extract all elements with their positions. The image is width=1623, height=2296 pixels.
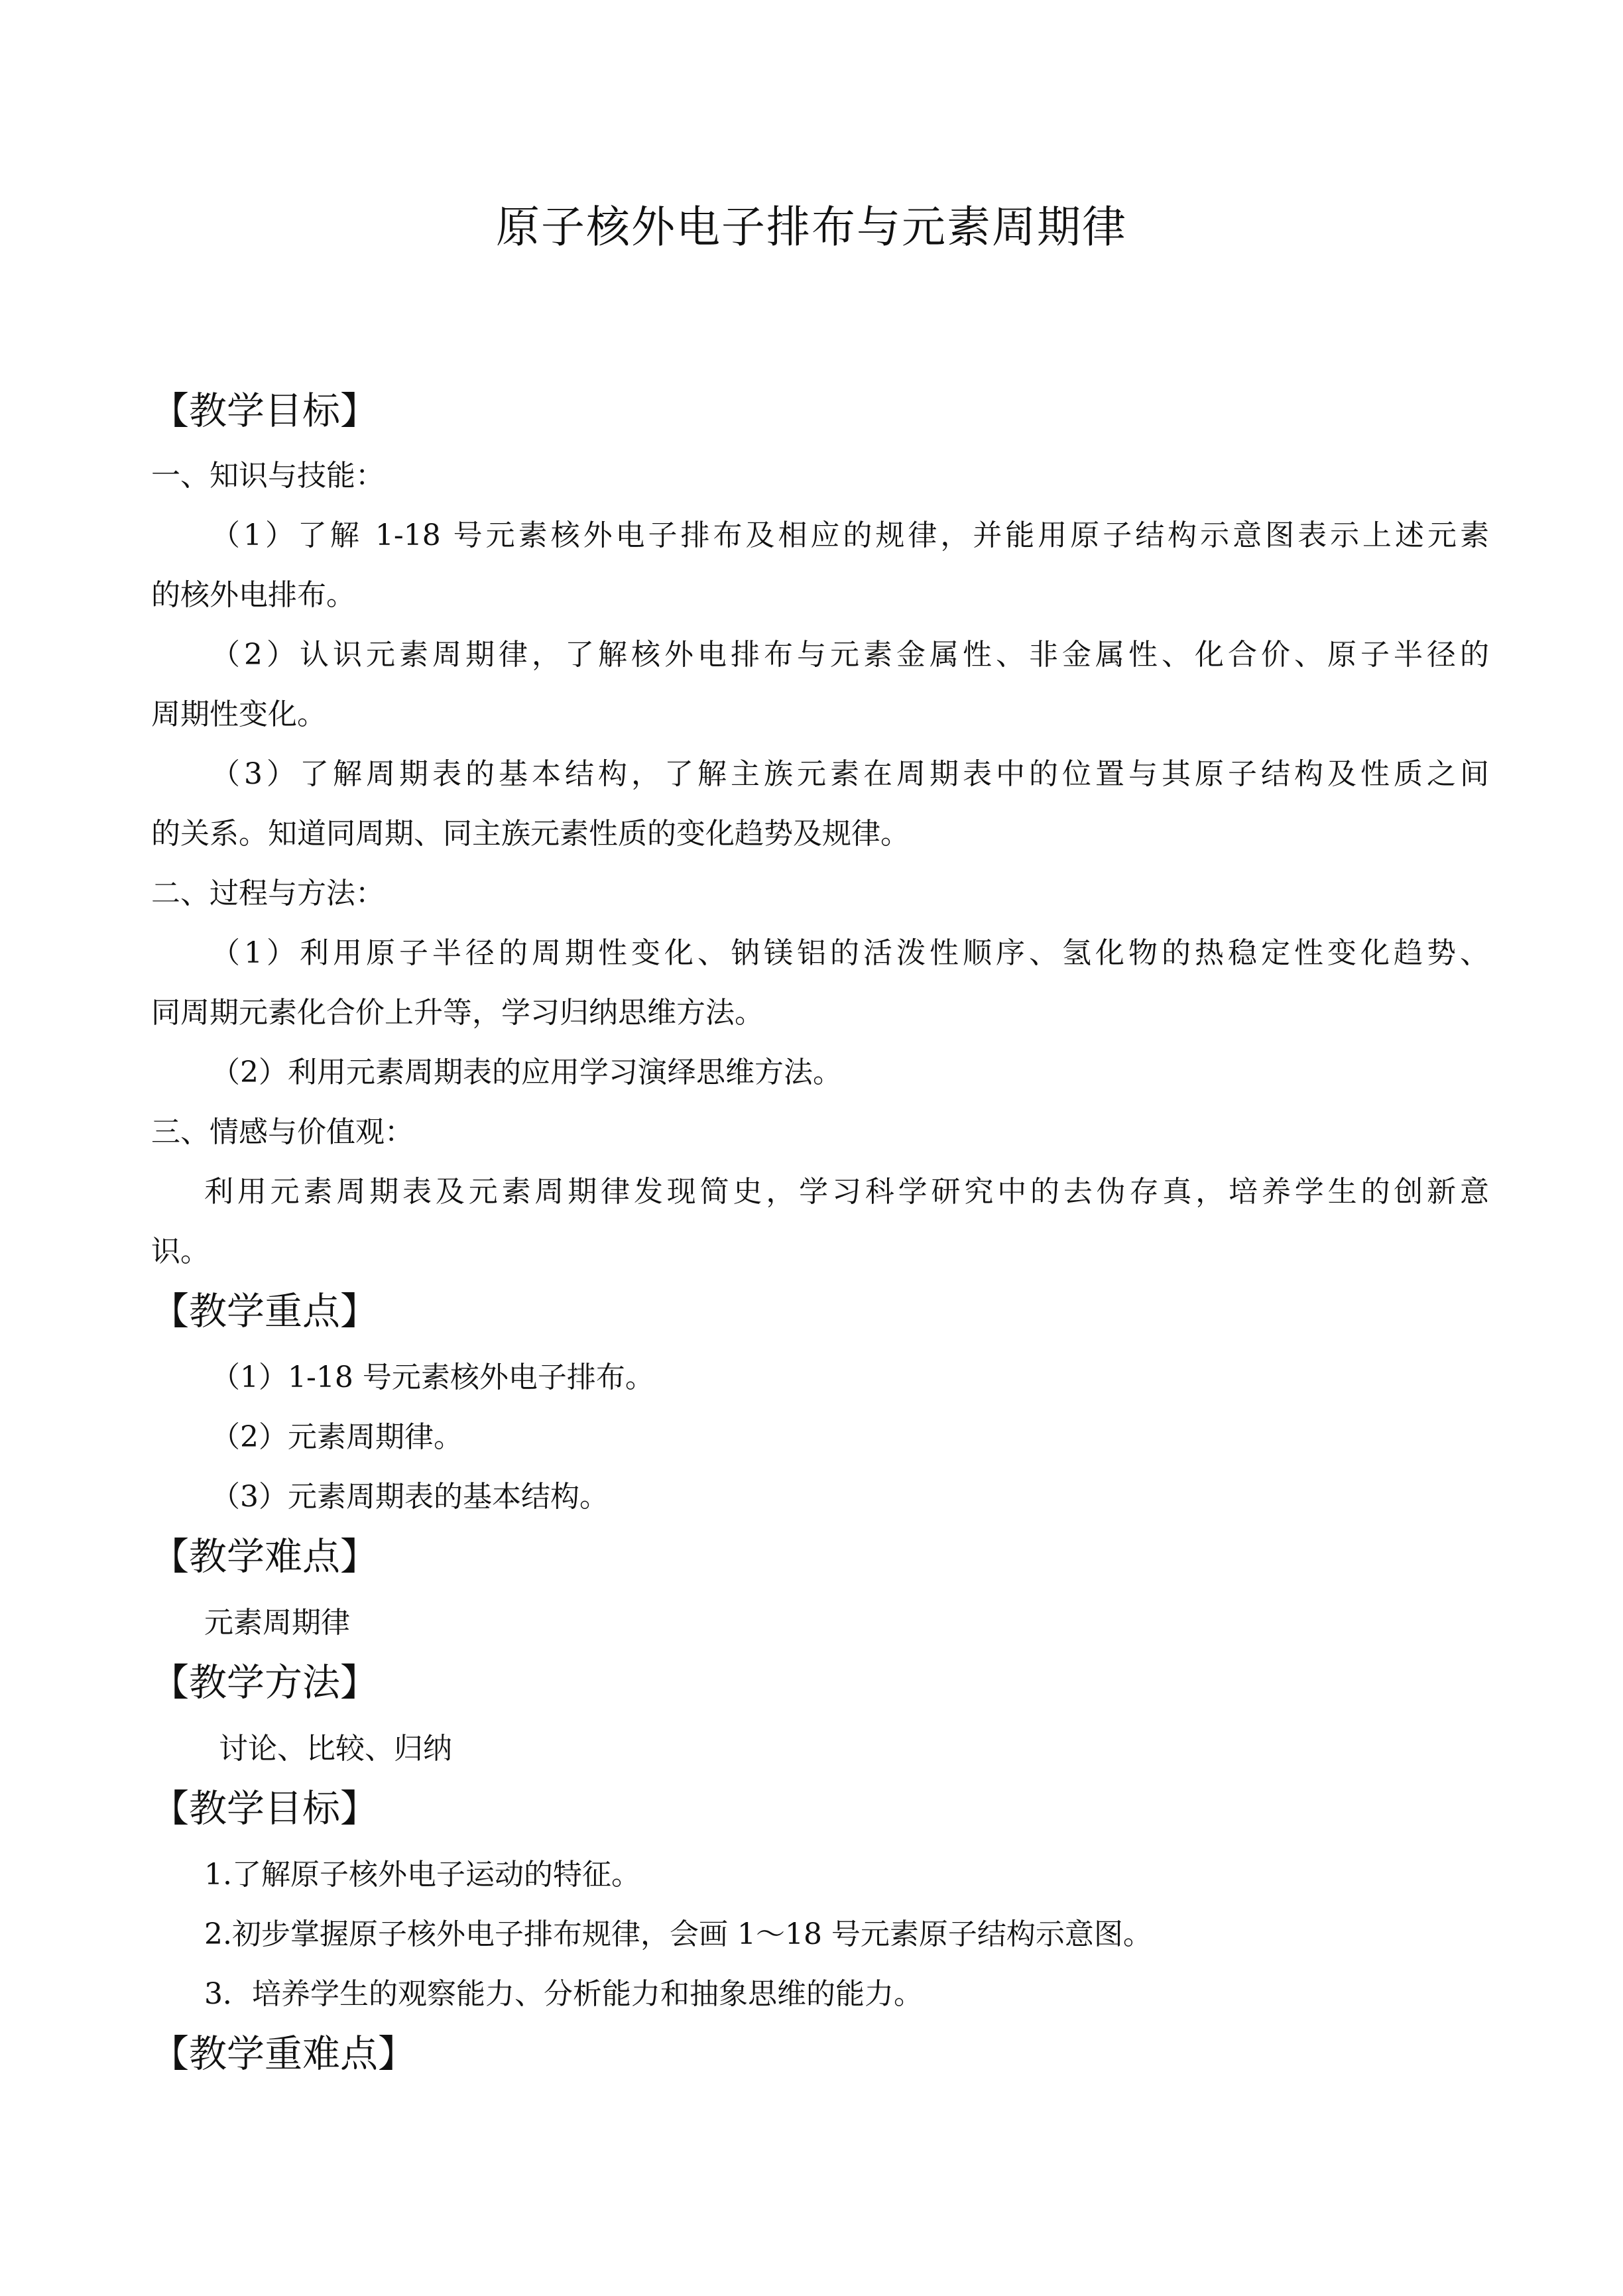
objective-item-line: 识。 <box>151 1235 210 1268</box>
section-heading-teaching-objectives: 【教学目标】 <box>151 389 378 433</box>
page-title: 原子核外电子排布与元素周期律 <box>496 202 1127 253</box>
subheading-process-methods: 二、过程与方法： <box>151 876 385 910</box>
subheading-knowledge-skills: 一、知识与技能： <box>151 459 385 493</box>
objective-item-line: （2）认识元素周期律，了解核外电排布与元素金属性、非金属性、化合价、原子半径的 <box>211 638 1489 672</box>
methods-text: 讨论、比较、归纳 <box>219 1732 452 1766</box>
section-heading-difficulties: 【教学难点】 <box>151 1535 378 1579</box>
section-heading-teaching-objectives-2: 【教学目标】 <box>151 1787 378 1831</box>
objective-item-line: 利用元素周期表及元素周期律发现简史，学习科学研究中的去伪存真，培养学生的创新意 <box>204 1175 1489 1209</box>
objective-list-item: 1.了解原子核外电子运动的特征。 <box>204 1858 640 1892</box>
objective-item-line: （3）了解周期表的基本结构，了解主族元素在周期表中的位置与其原子结构及性质之间 <box>211 757 1489 791</box>
objective-item-line: （1）了解 1-18 号元素核外电子排布及相应的规律，并能用原子结构示意图表示上述元素 <box>211 518 1489 552</box>
section-heading-key-points: 【教学重点】 <box>151 1290 378 1333</box>
objective-list-item: 3．培养学生的观察能力、分析能力和抽象思维的能力。 <box>204 1977 923 2011</box>
section-heading-key-difficult: 【教学重难点】 <box>151 2032 416 2076</box>
key-point-item: （1）1-18 号元素核外电子排布。 <box>211 1360 654 1394</box>
section-heading-methods: 【教学方法】 <box>151 1661 378 1705</box>
objective-item-line: 的核外电排布。 <box>151 578 355 612</box>
objective-list-item: 2.初步掌握原子核外电子排布规律，会画 1～18 号元素原子结构示意图。 <box>204 1917 1152 1951</box>
objective-item-line: （2）利用元素周期表的应用学习演绎思维方法。 <box>211 1056 842 1089</box>
objective-item-line: 周期性变化。 <box>151 697 326 731</box>
key-point-item: （3）元素周期表的基本结构。 <box>211 1480 609 1514</box>
objective-item-line: 同周期元素化合价上升等，学习归纳思维方法。 <box>151 996 764 1030</box>
objective-item-line: （1）利用原子半径的周期性变化、钠镁铝的活泼性顺序、氢化物的热稳定性变化趋势、 <box>211 936 1489 970</box>
key-point-item: （2）元素周期律。 <box>211 1420 463 1454</box>
subheading-emotion-values: 三、情感与价值观： <box>151 1115 414 1149</box>
objective-item-line: 的关系。知道同周期、同主族元素性质的变化趋势及规律。 <box>151 817 910 851</box>
difficulty-text: 元素周期律 <box>204 1606 350 1640</box>
